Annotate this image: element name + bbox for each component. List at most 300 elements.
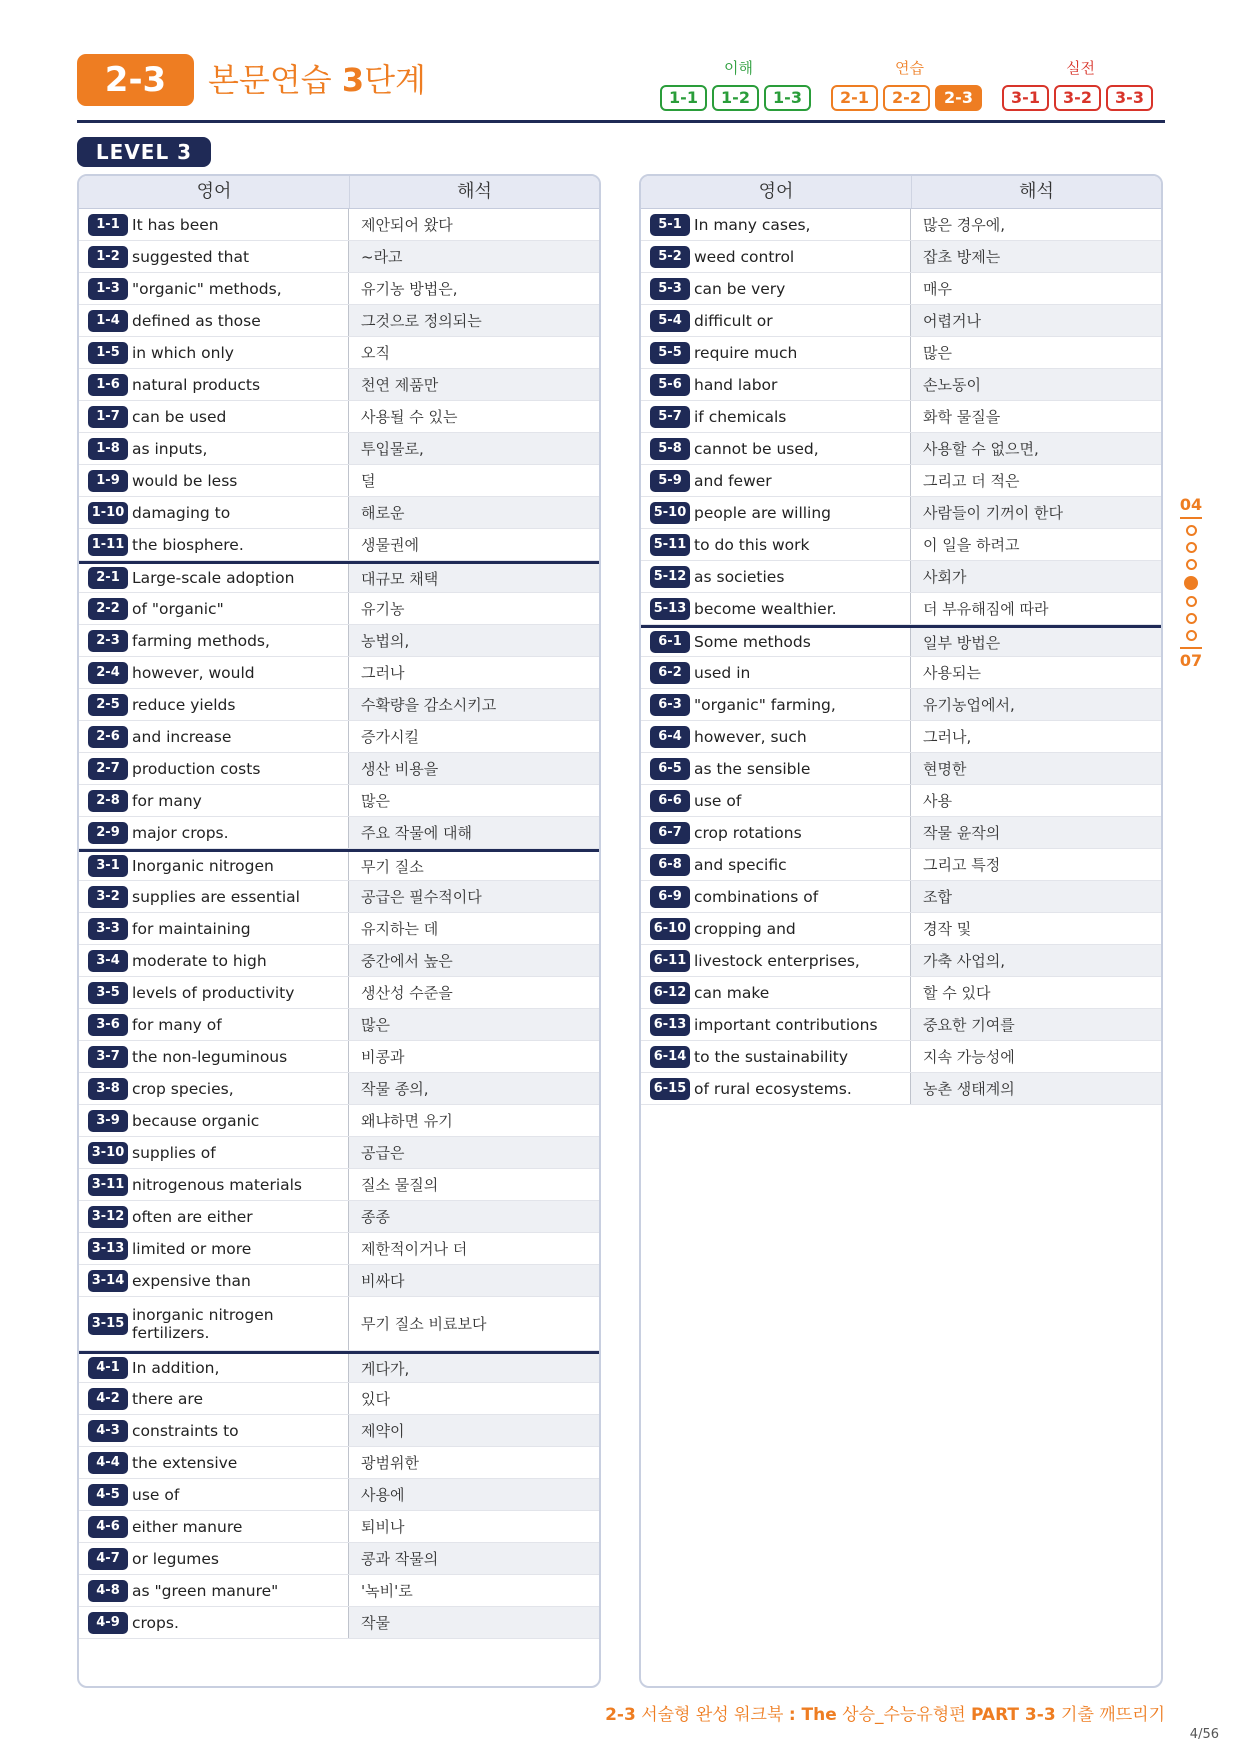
footer-text1: 서술형 완성 워크북 xyxy=(635,1705,789,1725)
table-row xyxy=(641,849,1161,881)
table-row xyxy=(79,273,599,305)
table-row xyxy=(641,1041,1161,1073)
korean-translation: 사용에 xyxy=(361,1486,405,1504)
table-row xyxy=(641,369,1161,401)
right-table-body xyxy=(641,209,1161,1105)
english-cell xyxy=(641,1009,911,1040)
english-cell xyxy=(79,817,349,848)
table-row xyxy=(79,1607,599,1639)
table-row xyxy=(641,561,1161,593)
english-cell xyxy=(641,369,911,400)
korean-translation: 제약이 xyxy=(361,1422,405,1440)
row-number-badge: 4-9 xyxy=(88,1612,128,1634)
english-phrase: used in xyxy=(694,663,751,682)
english-phrase: combinations of xyxy=(694,887,819,906)
row-number-badge: 5-6 xyxy=(650,374,690,396)
english-phrase: as "green manure" xyxy=(132,1581,279,1600)
english-cell xyxy=(641,337,911,368)
table-row xyxy=(641,209,1161,241)
table-row xyxy=(79,753,599,785)
english-phrase: expensive than xyxy=(132,1271,251,1290)
chapter-dot xyxy=(1186,630,1197,641)
english-phrase: the biosphere. xyxy=(132,535,244,554)
english-cell xyxy=(641,913,911,944)
english-cell xyxy=(79,1479,349,1510)
english-cell xyxy=(79,1607,349,1638)
table-row xyxy=(641,657,1161,689)
english-phrase: farming methods, xyxy=(132,631,270,650)
english-cell xyxy=(79,689,349,720)
english-cell xyxy=(79,1265,349,1296)
english-cell xyxy=(641,529,911,560)
row-number-badge: 2-2 xyxy=(88,598,128,620)
korean-translation: 사용되는 xyxy=(923,664,981,682)
english-cell xyxy=(641,945,911,976)
english-cell xyxy=(641,561,911,592)
row-number-badge: 5-3 xyxy=(650,278,690,300)
row-number-badge: 5-5 xyxy=(650,342,690,364)
table-row xyxy=(79,337,599,369)
english-phrase: people are willing xyxy=(694,503,832,522)
english-cell xyxy=(641,497,911,528)
english-phrase: and increase xyxy=(132,727,232,746)
english-cell xyxy=(79,1297,349,1350)
row-number-badge: 1-11 xyxy=(88,534,128,556)
korean-translation: 질소 물질의 xyxy=(361,1176,439,1194)
row-number-badge: 6-11 xyxy=(650,950,690,972)
row-number-badge: 5-9 xyxy=(650,470,690,492)
english-cell xyxy=(641,689,911,720)
table-row xyxy=(79,1137,599,1169)
korean-translation: 많은 경우에, xyxy=(923,216,1005,234)
english-cell xyxy=(79,369,349,400)
english-cell xyxy=(79,945,349,976)
step-1-2[interactable]: 1-2 xyxy=(712,85,759,111)
row-number-badge: 1-10 xyxy=(88,502,128,524)
english-cell xyxy=(79,241,349,272)
english-phrase: supplies are essential xyxy=(132,887,300,906)
english-phrase: can make xyxy=(694,983,770,1002)
english-cell xyxy=(641,465,911,496)
korean-translation: 할 수 있다 xyxy=(923,984,991,1002)
table-row xyxy=(79,785,599,817)
row-number-badge: 6-12 xyxy=(650,982,690,1004)
table-row xyxy=(79,625,599,657)
english-cell xyxy=(79,564,349,592)
stage-group-real xyxy=(1002,85,1153,111)
header-english: 영어 xyxy=(641,176,912,208)
korean-translation: 주요 작물에 대해 xyxy=(361,824,472,842)
korean-translation: 더 부유해짐에 따라 xyxy=(923,600,1049,618)
table-row xyxy=(641,881,1161,913)
section-badge: 2-3 xyxy=(77,54,194,106)
header-english: 영어 xyxy=(79,176,350,208)
row-number-badge: 5-13 xyxy=(650,598,690,620)
row-number-badge: 3-9 xyxy=(88,1110,128,1132)
chapter-start: 04 xyxy=(1179,495,1203,514)
table-row xyxy=(79,529,599,561)
table-row xyxy=(79,369,599,401)
english-phrase: as the sensible xyxy=(694,759,811,778)
korean-translation: 공급은 xyxy=(361,1144,405,1162)
row-number-badge: 2-1 xyxy=(88,567,128,589)
table-row xyxy=(79,1169,599,1201)
korean-translation: 사회가 xyxy=(923,568,967,586)
row-number-badge: 4-1 xyxy=(88,1357,128,1379)
korean-translation: 유기농 xyxy=(361,600,405,618)
row-number-badge: 5-12 xyxy=(650,566,690,588)
table-row xyxy=(79,1415,599,1447)
row-number-badge: 5-4 xyxy=(650,310,690,332)
table-row xyxy=(79,1073,599,1105)
table-row xyxy=(79,1009,599,1041)
korean-translation: 일부 방법은 xyxy=(923,633,1001,652)
row-number-badge: 3-1 xyxy=(88,855,128,877)
table-row xyxy=(641,1073,1161,1105)
korean-translation: 그것으로 정의되는 xyxy=(361,312,482,330)
row-number-badge: 1-6 xyxy=(88,374,128,396)
table-row xyxy=(641,625,1161,657)
step-3-1[interactable]: 3-1 xyxy=(1002,85,1049,111)
english-phrase: In addition, xyxy=(132,1359,220,1377)
table-row xyxy=(641,497,1161,529)
korean-translation: 광범위한 xyxy=(361,1454,419,1472)
korean-translation: 많은 xyxy=(361,792,390,810)
english-phrase: and fewer xyxy=(694,471,772,490)
table-row xyxy=(79,1543,599,1575)
korean-translation: 대규모 채택 xyxy=(361,569,439,588)
english-phrase: for maintaining xyxy=(132,919,251,938)
table-row xyxy=(79,561,599,593)
korean-translation: 많은 xyxy=(361,1016,390,1034)
level-badge: LEVEL 3 xyxy=(77,137,211,167)
english-cell xyxy=(79,209,349,240)
english-cell xyxy=(79,1041,349,1072)
table-row xyxy=(641,977,1161,1009)
korean-translation: 작물 윤작의 xyxy=(923,824,1001,842)
row-number-badge: 2-4 xyxy=(88,662,128,684)
left-table xyxy=(77,174,601,1688)
table-row xyxy=(79,305,599,337)
stage-group-practice xyxy=(831,85,982,111)
row-number-badge: 3-3 xyxy=(88,918,128,940)
english-cell xyxy=(79,305,349,336)
english-phrase: suggested that xyxy=(132,247,250,266)
korean-translation: 매우 xyxy=(923,280,952,298)
english-phrase: use of xyxy=(694,791,742,810)
english-phrase: Large-scale adoption xyxy=(132,569,295,587)
row-number-badge: 2-3 xyxy=(88,630,128,652)
english-phrase: crop rotations xyxy=(694,823,802,842)
english-cell xyxy=(79,1137,349,1168)
row-number-badge: 1-1 xyxy=(88,214,128,236)
table-row xyxy=(79,881,599,913)
korean-translation: 지속 가능성에 xyxy=(923,1048,1015,1066)
chapter-dot xyxy=(1186,542,1197,553)
english-phrase: or legumes xyxy=(132,1549,219,1568)
page-number: 4/56 xyxy=(1189,1727,1219,1742)
english-phrase: reduce yields xyxy=(132,695,236,714)
korean-translation: 종종 xyxy=(361,1208,390,1226)
english-cell xyxy=(79,1233,349,1264)
table-row xyxy=(79,401,599,433)
korean-translation: 화학 물질을 xyxy=(923,408,1001,426)
chapter-dot xyxy=(1186,613,1197,624)
row-number-badge: 6-8 xyxy=(650,854,690,876)
english-phrase: either manure xyxy=(132,1517,243,1536)
english-cell xyxy=(79,1575,349,1606)
english-cell xyxy=(79,1201,349,1232)
english-phrase: there are xyxy=(132,1389,203,1408)
table-row xyxy=(79,689,599,721)
korean-translation: 잡초 방제는 xyxy=(923,248,1001,266)
english-phrase: however, such xyxy=(694,727,807,746)
english-cell xyxy=(641,241,911,272)
english-cell xyxy=(641,433,911,464)
english-cell xyxy=(79,785,349,816)
step-2-1[interactable]: 2-1 xyxy=(831,85,878,111)
row-number-badge: 5-1 xyxy=(650,214,690,236)
step-2-2[interactable]: 2-2 xyxy=(883,85,930,111)
english-cell xyxy=(641,273,911,304)
table-row xyxy=(79,1383,599,1415)
table-row xyxy=(641,689,1161,721)
korean-translation: 비싸다 xyxy=(361,1272,405,1290)
english-phrase: for many of xyxy=(132,1015,222,1034)
korean-translation: 증가시킬 xyxy=(361,728,419,746)
korean-translation: 이 일을 하려고 xyxy=(923,536,1020,554)
korean-translation: 작물 종의, xyxy=(361,1080,429,1098)
footer-title xyxy=(605,1700,1165,1725)
table-header xyxy=(641,176,1161,209)
row-number-badge: 1-5 xyxy=(88,342,128,364)
footer-badge: 2-3 xyxy=(605,1705,636,1725)
row-number-badge: 3-6 xyxy=(88,1014,128,1036)
english-cell xyxy=(641,305,911,336)
table-row xyxy=(79,1575,599,1607)
english-phrase: become wealthier. xyxy=(694,599,837,618)
chapter-end: 07 xyxy=(1179,651,1203,670)
english-cell xyxy=(641,1073,911,1104)
korean-translation: 비콩과 xyxy=(361,1048,405,1066)
english-phrase: damaging to xyxy=(132,503,231,522)
row-number-badge: 6-3 xyxy=(650,694,690,716)
english-phrase: moderate to high xyxy=(132,951,267,970)
korean-translation: 덜 xyxy=(361,472,376,490)
row-number-badge: 3-12 xyxy=(88,1206,128,1228)
korean-translation: 투입물로, xyxy=(361,440,424,458)
korean-translation: 왜냐하면 유기 xyxy=(361,1112,453,1130)
table-row xyxy=(641,913,1161,945)
korean-translation: 사용 xyxy=(923,792,952,810)
row-number-badge: 6-5 xyxy=(650,758,690,780)
chapter-line-bottom xyxy=(1180,647,1202,649)
english-cell xyxy=(79,497,349,528)
table-row xyxy=(79,465,599,497)
english-phrase: as inputs, xyxy=(132,439,208,458)
table-row xyxy=(641,785,1161,817)
table-row xyxy=(79,1351,599,1383)
korean-translation: 그러나, xyxy=(923,728,972,746)
english-phrase: weed control xyxy=(694,247,795,266)
english-phrase: inorganic nitrogen fertilizers. xyxy=(132,1305,274,1342)
table-row xyxy=(641,273,1161,305)
english-phrase: supplies of xyxy=(132,1143,216,1162)
english-phrase: major crops. xyxy=(132,823,229,842)
english-cell xyxy=(79,852,349,880)
row-number-badge: 1-7 xyxy=(88,406,128,428)
english-phrase: if chemicals xyxy=(694,407,787,426)
table-row xyxy=(641,241,1161,273)
english-phrase: constraints to xyxy=(132,1421,239,1440)
table-row xyxy=(79,913,599,945)
row-number-badge: 1-8 xyxy=(88,438,128,460)
row-number-badge: 4-2 xyxy=(88,1388,128,1410)
english-cell xyxy=(641,881,911,912)
korean-translation: 무기 질소 비료보다 xyxy=(361,1315,487,1333)
english-phrase: levels of productivity xyxy=(132,983,295,1002)
table-row xyxy=(79,433,599,465)
english-cell xyxy=(79,529,349,560)
korean-translation: 그러나 xyxy=(361,664,405,682)
korean-translation: 오직 xyxy=(361,344,390,362)
korean-translation: 경작 및 xyxy=(923,920,972,938)
row-number-badge: 6-15 xyxy=(650,1078,690,1100)
english-phrase: can be very xyxy=(694,279,786,298)
step-3-3[interactable]: 3-3 xyxy=(1106,85,1153,111)
english-cell xyxy=(79,433,349,464)
chapter-dot xyxy=(1186,596,1197,607)
english-cell xyxy=(79,401,349,432)
korean-translation: 게다가, xyxy=(361,1359,410,1378)
row-number-badge: 6-9 xyxy=(650,886,690,908)
table-row xyxy=(641,401,1161,433)
english-cell xyxy=(79,465,349,496)
korean-translation: 농촌 생태계의 xyxy=(923,1080,1015,1098)
english-cell xyxy=(641,1041,911,1072)
korean-translation: '녹비'로 xyxy=(361,1582,413,1600)
step-3-2[interactable]: 3-2 xyxy=(1054,85,1101,111)
table-row xyxy=(79,241,599,273)
english-phrase: Inorganic nitrogen xyxy=(132,857,274,875)
row-number-badge: 3-10 xyxy=(88,1142,128,1164)
table-row xyxy=(79,721,599,753)
row-number-badge: 4-4 xyxy=(88,1452,128,1474)
korean-translation: 생산 비용을 xyxy=(361,760,439,778)
english-phrase: hand labor xyxy=(694,375,778,394)
english-phrase: of rural ecosystems. xyxy=(694,1079,852,1098)
footer-part: PART 3-3 xyxy=(971,1705,1056,1725)
row-number-badge: 4-7 xyxy=(88,1548,128,1570)
english-cell xyxy=(79,1105,349,1136)
english-cell xyxy=(79,337,349,368)
row-number-badge: 2-5 xyxy=(88,694,128,716)
row-number-badge: 6-4 xyxy=(650,726,690,748)
korean-translation: 생물권에 xyxy=(361,536,419,554)
footer-text2: 상승_수능유형편 xyxy=(836,1705,972,1725)
korean-translation: 농법의, xyxy=(361,632,410,650)
table-row xyxy=(641,945,1161,977)
korean-translation: 제안되어 왔다 xyxy=(361,216,453,234)
korean-translation: 현명한 xyxy=(923,760,967,778)
korean-translation: 사용할 수 없으면, xyxy=(923,440,1039,458)
korean-translation: 수확량을 감소시키고 xyxy=(361,696,497,714)
row-number-badge: 3-5 xyxy=(88,982,128,1004)
step-1-1[interactable]: 1-1 xyxy=(660,85,707,111)
table-row xyxy=(79,1511,599,1543)
korean-translation: 사람들이 기꺼이 한다 xyxy=(923,504,1063,522)
korean-translation: 무기 질소 xyxy=(361,857,424,876)
table-row xyxy=(79,209,599,241)
row-number-badge: 3-7 xyxy=(88,1046,128,1068)
table-row xyxy=(79,1041,599,1073)
korean-translation: 가축 사업의, xyxy=(923,952,1005,970)
korean-translation: 제한적이거나 더 xyxy=(361,1240,468,1258)
english-phrase: the non-leguminous xyxy=(132,1047,288,1066)
korean-translation: 공급은 필수적이다 xyxy=(361,888,482,906)
english-phrase: can be used xyxy=(132,407,227,426)
row-number-badge: 3-4 xyxy=(88,950,128,972)
korean-translation: 그리고 더 적은 xyxy=(923,472,1020,490)
english-phrase: cropping and xyxy=(694,919,796,938)
footer-sep: : The xyxy=(788,1705,837,1725)
english-phrase: and specific xyxy=(694,855,787,874)
header-korean: 해석 xyxy=(1019,181,1054,202)
english-cell xyxy=(79,593,349,624)
row-number-badge: 4-5 xyxy=(88,1484,128,1506)
english-phrase: limited or more xyxy=(132,1239,252,1258)
english-cell xyxy=(79,1383,349,1414)
chapter-dot-current xyxy=(1184,576,1198,590)
title-level-number: 3 xyxy=(341,61,365,99)
header-korean: 해석 xyxy=(457,181,492,202)
english-phrase: the extensive xyxy=(132,1453,238,1472)
table-row xyxy=(79,945,599,977)
english-cell xyxy=(79,1447,349,1478)
english-cell xyxy=(641,977,911,1008)
step-1-3[interactable]: 1-3 xyxy=(764,85,811,111)
english-phrase: "organic" methods, xyxy=(132,279,282,298)
header-divider xyxy=(77,120,1165,123)
english-cell xyxy=(641,628,911,656)
korean-translation: 작물 xyxy=(361,1614,390,1632)
english-cell xyxy=(79,1354,349,1382)
english-phrase: Some methods xyxy=(694,633,811,651)
row-number-badge: 5-7 xyxy=(650,406,690,428)
table-row xyxy=(79,1297,599,1351)
step-2-3-active[interactable]: 2-3 xyxy=(935,85,982,111)
table-row xyxy=(79,657,599,689)
row-number-badge: 6-6 xyxy=(650,790,690,812)
chapter-dots xyxy=(1178,525,1204,641)
english-cell xyxy=(79,881,349,912)
right-table xyxy=(639,174,1163,1688)
english-phrase: in which only xyxy=(132,343,234,362)
english-phrase: crop species, xyxy=(132,1079,234,1098)
row-number-badge: 1-4 xyxy=(88,310,128,332)
english-phrase: livestock enterprises, xyxy=(694,951,860,970)
english-phrase: In many cases, xyxy=(694,215,811,234)
row-number-badge: 4-3 xyxy=(88,1420,128,1442)
english-cell xyxy=(79,721,349,752)
english-phrase: for many xyxy=(132,791,202,810)
english-phrase: because organic xyxy=(132,1111,260,1130)
table-row xyxy=(641,593,1161,625)
english-phrase: use of xyxy=(132,1485,180,1504)
chapter-dot xyxy=(1186,559,1197,570)
english-phrase: often are either xyxy=(132,1207,253,1226)
korean-translation: 유기농업에서, xyxy=(923,696,1015,714)
